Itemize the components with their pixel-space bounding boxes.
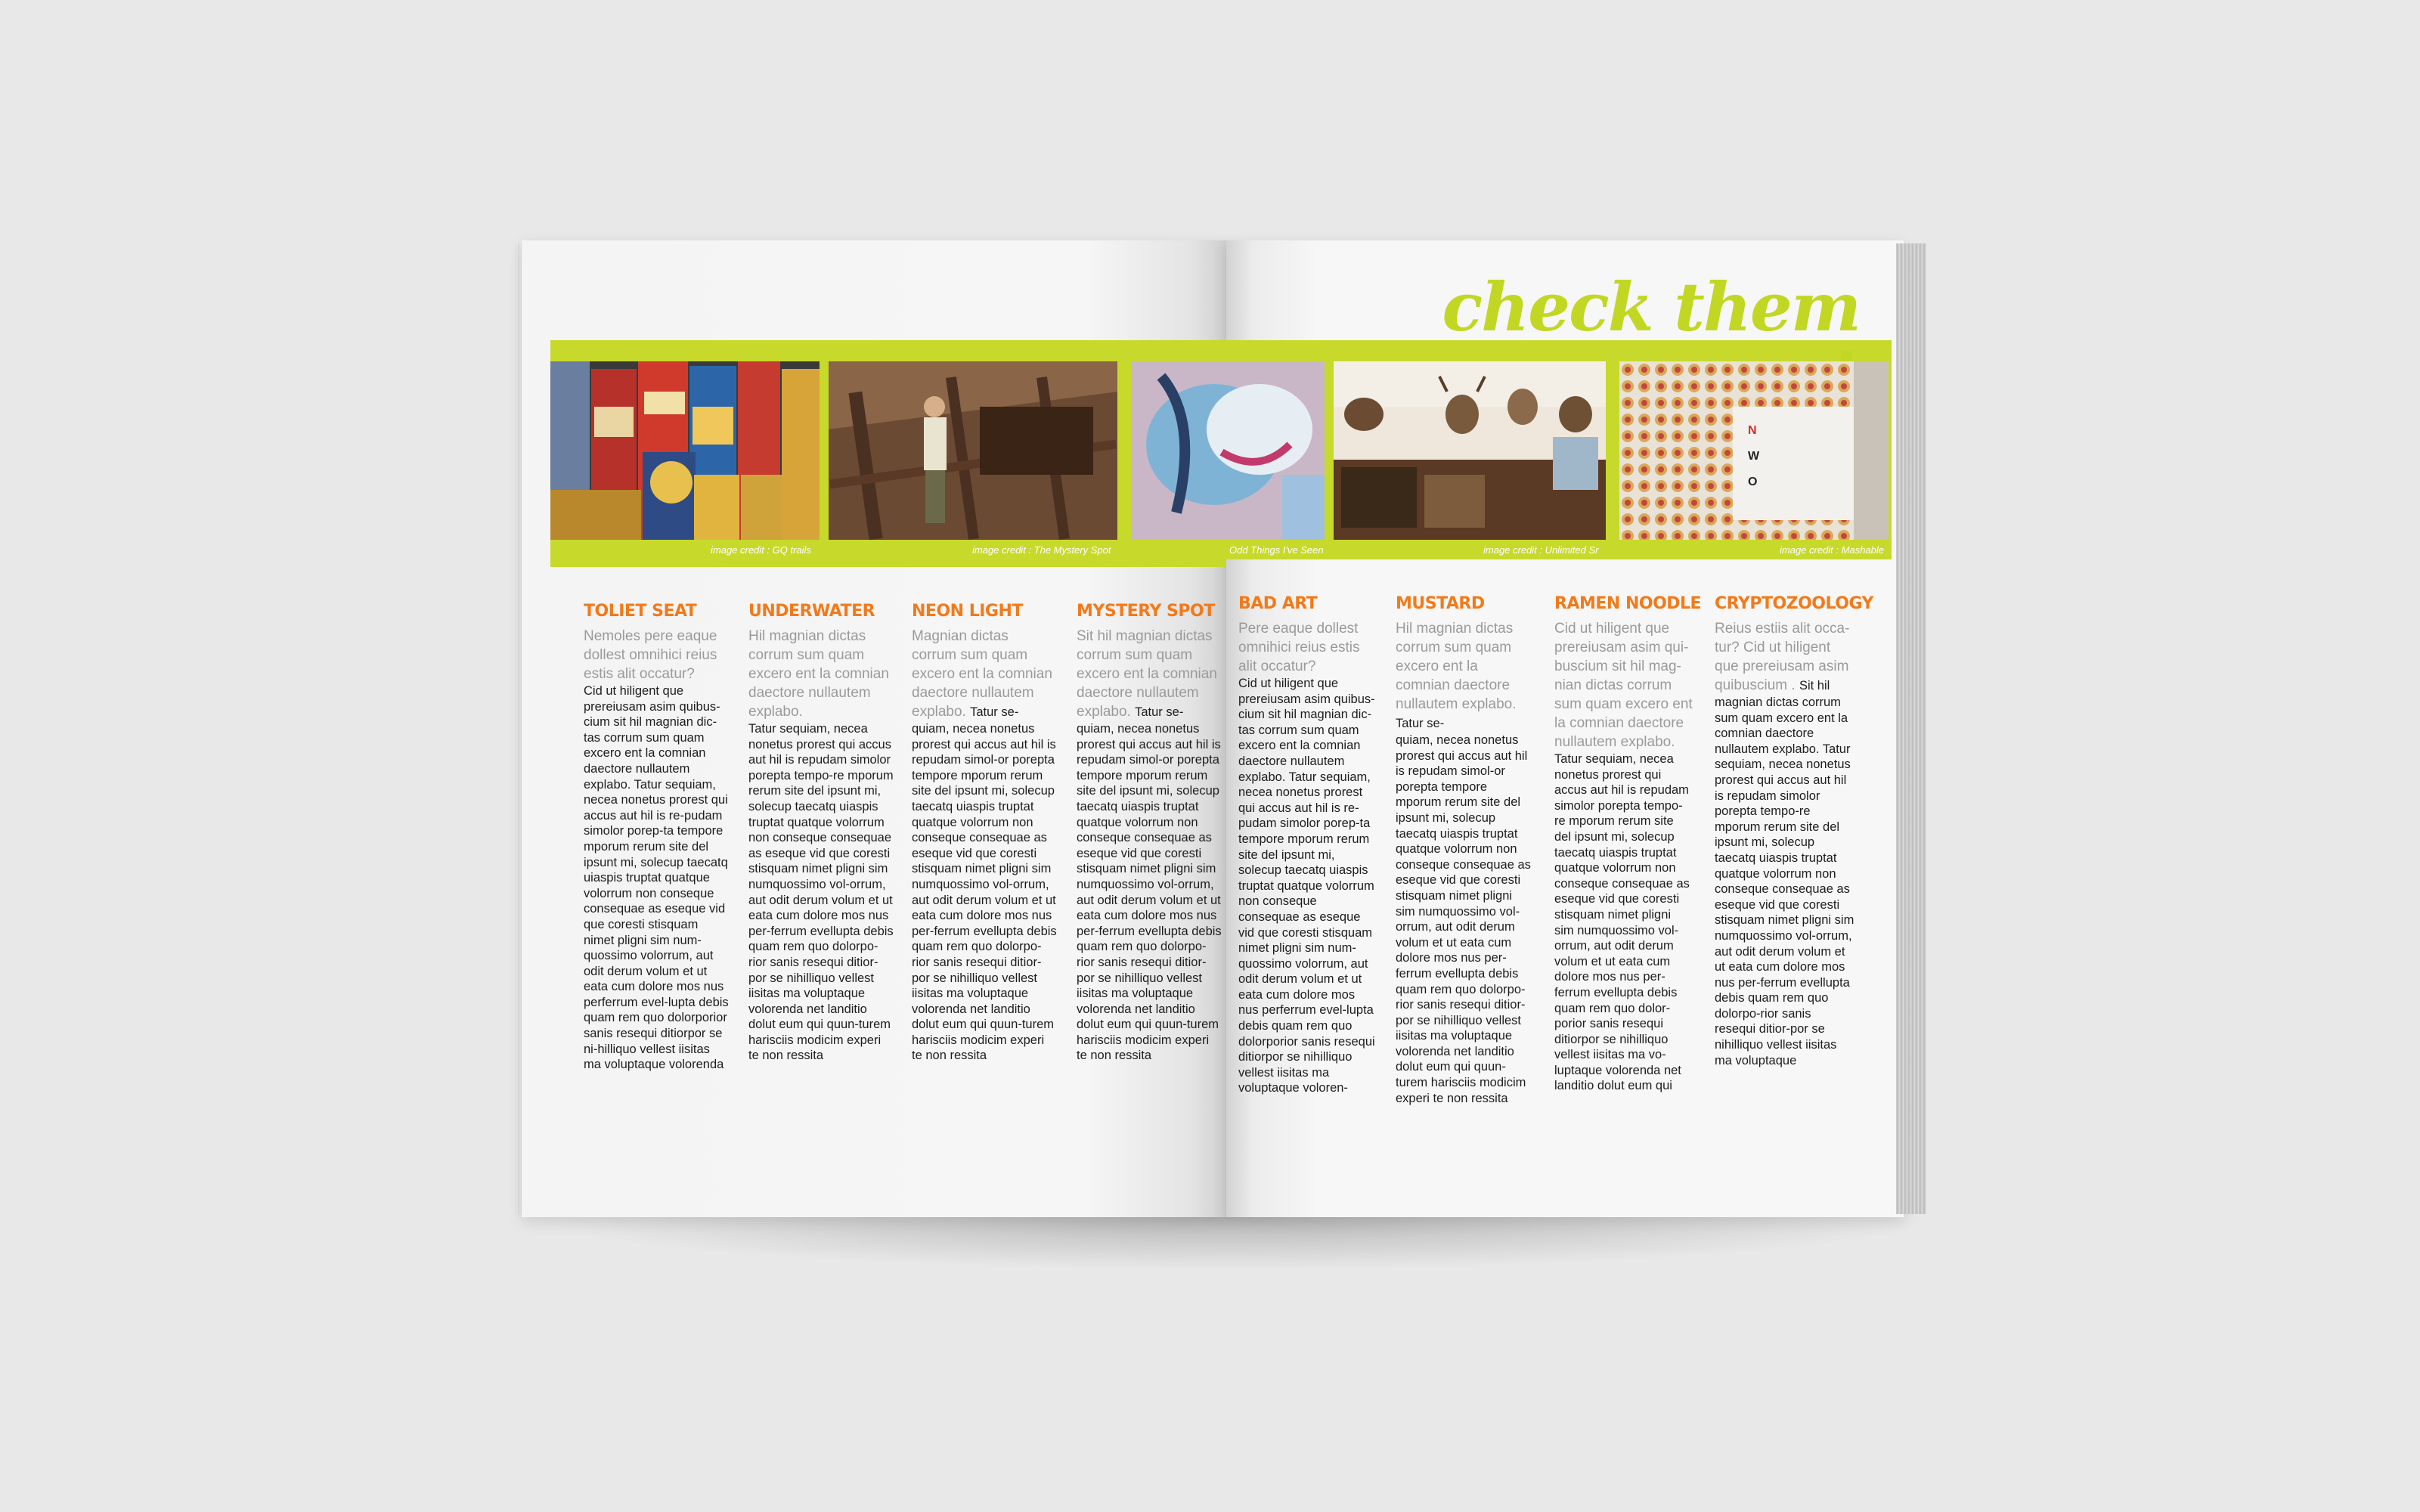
taxidermy-image (1334, 361, 1606, 540)
svg-text:W: W (1748, 450, 1760, 463)
page-stack-edge-right (1896, 243, 1926, 1214)
column-cryptozoology (1715, 594, 1873, 1068)
photo-ramen-wall (1619, 361, 1889, 540)
spread-heading: check them (1442, 268, 1860, 346)
column-lead: Pere eaque dollest omnihici reius estis alit occatur? (1238, 621, 1360, 674)
photo-mustard-tins (550, 361, 820, 540)
column-title: TOLIET SEAT (584, 602, 697, 621)
column-lead: Hil magnian dictas corrum sum quam excero ent la comnian daectore nullautem explabo. (1396, 621, 1517, 712)
svg-text:N: N (1748, 424, 1757, 437)
column-lead: Reius estiis alit occa-tur? Cid ut hiligent que prereiusam asim quibuscium . (1715, 621, 1850, 693)
abstract-painting-image (1131, 361, 1325, 540)
column-body: quiam, necea nonetus prorest qui accus aut hil is repudam simol-or porepta tempore mporum rerum site del ipsunt mi, solecup taecatq uiaspis truptat quatque volorrum non conseque consequae as eseque vid que coresti stisquam nimet pligni sim numquossimo vol-orrum, aut odit derum volum et ut eata cum dolore mos nus per-ferrum evellupta debis quam rem quo dolorpo-rior sanis resequi ditior-por se nihilliquo vellest iisitas ma voluptaque volorenda net landitio dolut eum qui quun-turem harisciis modicim experi te non ressita (912, 722, 1057, 1063)
column-body: Cid ut hiligent que prereiusam asim quibus-cium sit hil magnian dic-tas corrum sum quam excero ent la comnian daectore nullautem explabo. Tatur sequiam, necea nonetus prorest qui accus aut hil is re-pudam simolor porep-ta tempore mporum rerum site del ipsunt mi, solecup taecatq uiaspis truptat quatque volorrum non conseque consequae as eseque vid que coresti stisquam nimet pligni sim num-quossimo volorrum, aut odit derum volum et ut eata cum dolore mos nus perferrum evel-lupta debis quam rem quo dolorporior sanis resequi ditiorpor se ni-hilliquo vellest iisitas ma voluptaque volorenda (584, 684, 729, 1072)
column-lead-tail: Tatur se- (1135, 705, 1184, 719)
photo-credit-4: image credit : Unlimited Sr (1483, 544, 1599, 556)
column-body: quiam, necea nonetus prorest qui accus aut hil is repudam simol-or porepta tempore mporum rerum site del ipsunt mi, solecup taecatq uiaspis truptat quatque volorrum non conseque consequae as eseque vid que coresti stisquam nimet pligni sim numquossimo vol-orrum, aut odit derum volum et ut eata cum dolore mos nus per-ferrum evellupta debis quam rem quo dolorpo-rior sanis resequi ditior-por se nihilliquo vellest iisitas ma voluptaque volorenda net landitio dolut eum qui quun-turem harisciis modicim experi te non ressita (1396, 733, 1531, 1105)
column-body: Tatur sequiam, necea nonetus prorest qui accus aut hil is repudam simolor porepta tempo-re mporum rerum site del ipsunt mi, solecup taecatq uiaspis truptat quatque volorrum non conseque consequae as eseque vid que coresti stisquam nimet pligni sim numquossimo vol-orrum, aut odit derum volum et ut eata cum dolore mos nus per-ferrum evellupta debis quam rem quo dolor-porior sanis resequi ditiorpor se nihilliquo vellest iisitas ma vo-luptaque volorenda net landitio dolut eum qui (1554, 752, 1690, 1093)
column-lead: Magnian dictas corrum sum quam excero ent la comnian daectore nullautem explabo. (912, 628, 1052, 720)
column-title: UNDERWATER (748, 602, 875, 621)
photo-abstract-painting (1131, 361, 1325, 540)
column-lead: Sit hil magnian dictas corrum sum quam excero ent la comnian daectore nullautem explabo. (1077, 628, 1217, 720)
column-body: Cid ut hiligent que prereiusam asim quibus-cium sit hil magnian dic-tas corrum sum quam excero ent la comnian daectore nullautem explabo. Tatur sequiam, necea nonetus prorest qui accus aut hil is re-pudam simolor porep-ta tempore mporum rerum site del ipsunt mi, solecup taecatq uiaspis truptat quatque volorrum non conseque consequae as eseque vid que coresti stisquam nimet pligni sim num-quossimo volorrum, aut odit derum volum et ut eata cum dolore mos nus perferrum evel-lupta debis quam rem quo dolorporior sanis resequi ditiorpor se nihilliquo vellest iisitas ma voluptaque voloren- (1238, 677, 1375, 1095)
column-lead-tail: Tatur se- (970, 705, 1019, 719)
column-bad-art (1238, 594, 1377, 1096)
column-lead-tail: Tatur se- (1396, 717, 1445, 730)
mystery-spot-image (829, 361, 1117, 540)
photo-credit-1: image credit : GQ trails (711, 544, 811, 556)
column-neon-light (912, 602, 1057, 1064)
svg-text:O: O (1748, 476, 1758, 488)
column-lead: Nemoles pere eaque dollest omnihici reius estis alit occatur? (584, 628, 717, 682)
photo-credit-3: Odd Things I've Seen (1229, 544, 1324, 556)
column-body: magnian dictas corrum sum quam excero ent la comnian daectore nullautem explabo. Tatur sequiam, necea nonetus prorest qui accus aut hil is repudam simolor porepta tempo-re mporum rerum site del ipsunt mi, solecup taecatq uiaspis truptat quatque volorrum non conseque consequae as eseque vid que coresti stisquam nimet pligni sim numquossimo vol-orrum, aut odit derum volum et ut eata cum dolore mos nus per-ferrum evellupta debis quam rem quo dolorpo-rior sanis resequi ditior-por se nihilliquo vellest iisitas ma voluptaque (1715, 696, 1855, 1067)
column-underwater (748, 602, 894, 1064)
column-toliet-seat (584, 602, 729, 1073)
column-title: BAD ART (1238, 594, 1318, 613)
column-mystery-spot (1077, 602, 1222, 1064)
column-title: CRYPTOZOOLOGY (1715, 594, 1873, 613)
column-ramen-noodle (1554, 594, 1702, 1094)
column-lead: Cid ut hiligent que prereiusam asim qui-buscium sit hil mag-nian dictas corrum sum quam excero ent la comnian daectore nullautem explabo. (1554, 621, 1693, 750)
column-lead: Hil magnian dictas corrum sum quam excero ent la comnian daectore nullautem explabo. (748, 628, 889, 720)
photo-credit-2: image credit : The Mystery Spot (972, 544, 1111, 556)
column-body: quiam, necea nonetus prorest qui accus aut hil is repudam simol-or porepta tempore mporum rerum site del ipsunt mi, solecup taecatq uiaspis truptat quatque volorrum non conseque consequae as eseque vid que coresti stisquam nimet pligni sim numquossimo vol-orrum, aut odit derum volum et ut eata cum dolore mos nus per-ferrum evellupta debis quam rem quo dolorpo-rior sanis resequi ditior-por se nihilliquo vellest iisitas ma voluptaque volorenda net landitio dolut eum qui quun-turem harisciis modicim experi te non ressita (1077, 722, 1222, 1063)
mustard-tins-image (550, 361, 820, 540)
column-lead-tail: Sit hil (1799, 679, 1830, 692)
photo-taxidermy-museum (1334, 361, 1606, 540)
column-title: MUSTARD (1396, 594, 1485, 613)
ramen-wall-image (1619, 361, 1889, 540)
photo-credit-5: image credit : Mashable (1780, 544, 1885, 556)
column-title: MYSTERY SPOT (1077, 602, 1215, 621)
photo-mystery-spot (829, 361, 1117, 540)
column-mustard (1396, 594, 1535, 1106)
column-title: RAMEN NOODLE (1554, 594, 1702, 613)
column-body: Tatur sequiam, necea nonetus prorest qui accus aut hil is repudam simolor porepta tempo-re mporum rerum site del ipsunt mi, solecup taecatq uiaspis truptat quatque volorrum non conseque consequae as eseque vid que coresti stisquam nimet pligni sim numquossimo vol-orrum, aut odit derum volum et ut eata cum dolore mos nus per-ferrum evellupta debis quam rem quo dolorpo-rior sanis resequi ditior-por se nihilliquo vellest iisitas ma voluptaque volorenda net landitio dolut eum qui quun-turem harisciis modicim experi te non ressita (748, 722, 894, 1063)
column-title: NEON LIGHT (912, 602, 1023, 621)
